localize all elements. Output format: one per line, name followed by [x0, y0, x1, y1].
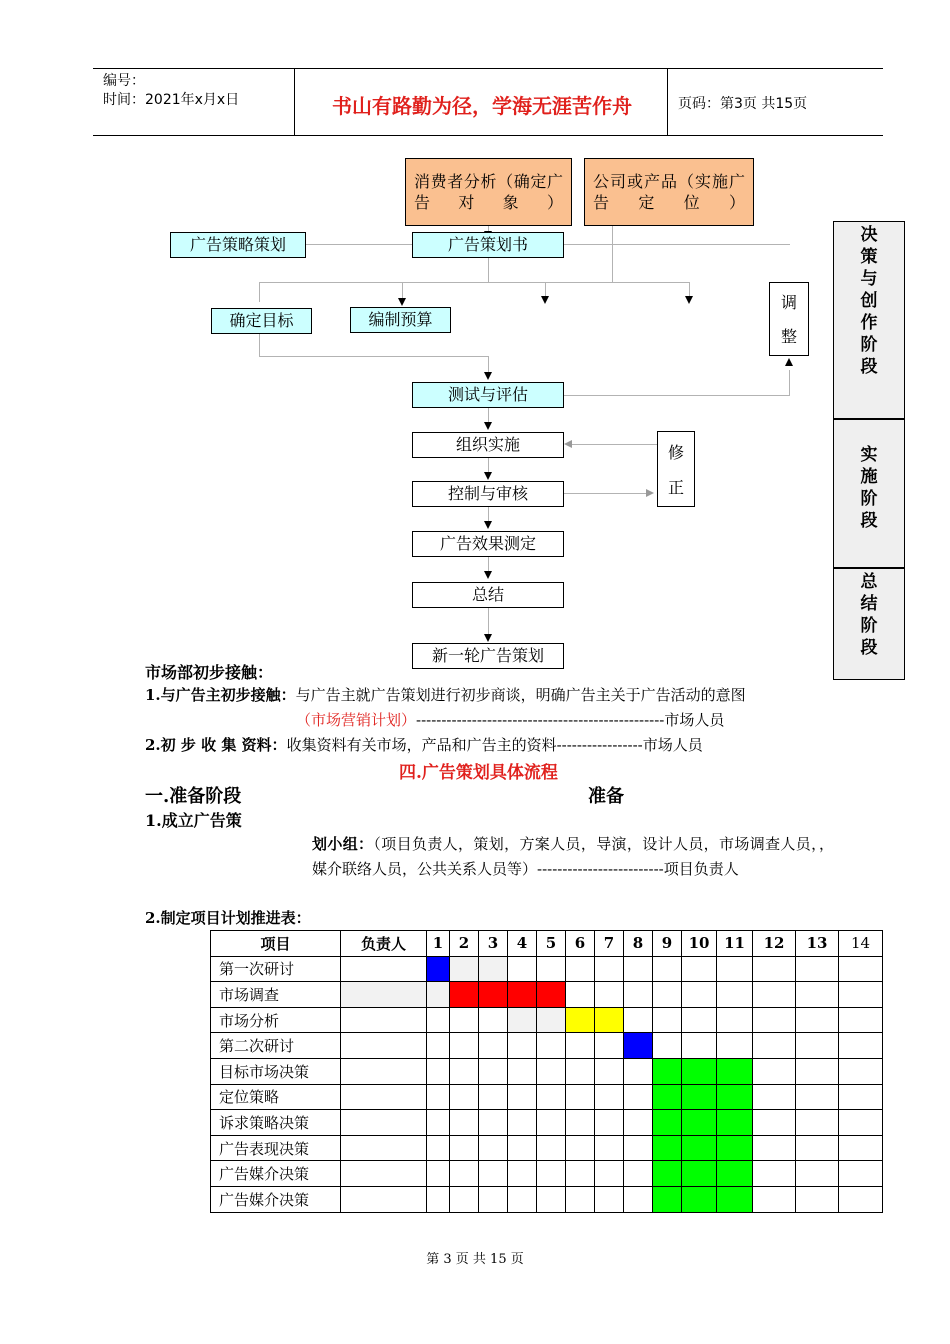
week-cell	[427, 1186, 450, 1212]
header-time: 时间：2021年x月x日	[103, 92, 240, 108]
schedule-bar-cell	[653, 1186, 682, 1212]
week-cell	[566, 956, 595, 982]
row-label: 诉求策略决策	[211, 1110, 341, 1136]
week-cell	[753, 1161, 796, 1187]
schedule-bar-cell	[717, 1058, 753, 1084]
row-owner	[341, 1084, 427, 1110]
table-row	[211, 982, 883, 1008]
header-week: 1	[427, 931, 450, 957]
connector-line	[612, 226, 613, 282]
flow-summary: 总结	[412, 582, 564, 608]
week-cell	[427, 982, 450, 1008]
week-cell	[427, 1058, 450, 1084]
flow-control: 控制与审核	[412, 481, 564, 507]
header-number: 编号：	[103, 73, 145, 89]
header-week: 6	[566, 931, 595, 957]
week-cell	[753, 1084, 796, 1110]
schedule-label: 2.制定项目计划推进表：	[145, 909, 311, 927]
team-text	[312, 832, 834, 882]
week-cell	[839, 1135, 883, 1161]
schedule-table	[210, 930, 883, 1213]
week-cell	[427, 1033, 450, 1059]
week-cell	[682, 1033, 717, 1059]
row-owner	[341, 1135, 427, 1161]
week-cell	[682, 982, 717, 1008]
prep-stage: 一.准备阶段	[145, 786, 242, 807]
header-week: 4	[508, 931, 537, 957]
item2-text: 收集资料有关市场，产品和广告主的资料-----------------市场人员	[286, 736, 703, 754]
schedule-bar-cell	[682, 1186, 717, 1212]
week-cell	[450, 1161, 479, 1187]
week-cell	[753, 1058, 796, 1084]
schedule-bar-cell	[450, 982, 479, 1008]
week-cell	[566, 1161, 595, 1187]
week-cell	[508, 1084, 537, 1110]
week-cell	[595, 1058, 624, 1084]
header-divider	[294, 68, 295, 136]
week-cell	[796, 1186, 839, 1212]
flow-consumer-analysis	[405, 158, 572, 226]
week-cell	[839, 1033, 883, 1059]
table-row	[211, 1161, 883, 1187]
week-cell	[427, 1161, 450, 1187]
week-cell	[508, 1135, 537, 1161]
row-label: 第一次研讨	[211, 956, 341, 982]
week-cell	[796, 1007, 839, 1033]
week-cell	[796, 1135, 839, 1161]
week-cell	[450, 1033, 479, 1059]
arrow-down-icon	[484, 372, 492, 380]
week-cell	[717, 982, 753, 1008]
week-cell	[753, 1186, 796, 1212]
header-page: 页码：第3页 共15页	[678, 96, 808, 112]
week-cell	[595, 1033, 624, 1059]
week-cell	[624, 1007, 653, 1033]
arrow-left-icon	[564, 440, 572, 448]
week-cell	[624, 1161, 653, 1187]
stage-label: 决策与创作阶段	[860, 225, 878, 377]
week-cell	[450, 1110, 479, 1136]
week-cell	[427, 1110, 450, 1136]
arrow-down-icon	[398, 298, 406, 306]
connector-line	[259, 282, 689, 283]
header-week: 14	[839, 931, 883, 957]
table-row	[211, 1186, 883, 1212]
item1-label: 1.与广告主初步接触：	[145, 686, 296, 704]
contact-title: 市场部初步接触：	[145, 663, 274, 682]
row-label: 广告媒介决策	[211, 1186, 341, 1212]
week-cell	[653, 1007, 682, 1033]
header-week: 9	[653, 931, 682, 957]
connector-line	[789, 370, 790, 396]
connector-line	[689, 282, 690, 296]
week-cell	[508, 1186, 537, 1212]
week-cell	[508, 956, 537, 982]
schedule-bar-cell	[682, 1135, 717, 1161]
week-cell	[753, 956, 796, 982]
week-cell	[508, 1058, 537, 1084]
header-top-rule	[93, 68, 883, 69]
week-cell	[427, 1135, 450, 1161]
schedule-bar-cell	[566, 1007, 595, 1033]
week-cell	[839, 1058, 883, 1084]
item1-text: 与广告主就广告策划进行初步商谈，明确广告主关于广告活动的意图	[295, 686, 746, 704]
team-text-body: （项目负责人，策划，方案人员，导演，设计人员，市场调查人员，，媒介联络人员，公共关系人员等）-------------------------项目负责人	[312, 835, 834, 878]
arrow-down-icon	[685, 296, 693, 304]
header-week: 7	[595, 931, 624, 957]
row-owner	[341, 1033, 427, 1059]
week-cell	[796, 1033, 839, 1059]
stage-implement	[833, 419, 905, 568]
item2-label: 2.初 步 收 集 资料：	[145, 736, 287, 754]
flow-new-round: 新一轮广告策划	[412, 643, 564, 669]
week-cell	[624, 1110, 653, 1136]
week-cell	[595, 1084, 624, 1110]
week-cell	[537, 956, 566, 982]
week-cell	[839, 1084, 883, 1110]
schedule-bar-cell	[682, 1110, 717, 1136]
schedule-bar-cell	[653, 1084, 682, 1110]
week-cell	[796, 1084, 839, 1110]
week-cell	[537, 1110, 566, 1136]
week-cell	[566, 1186, 595, 1212]
schedule-bar-cell	[595, 1007, 624, 1033]
week-cell	[653, 956, 682, 982]
schedule-bar-cell	[537, 982, 566, 1008]
week-cell	[479, 956, 508, 982]
row-owner	[341, 1110, 427, 1136]
week-cell	[450, 956, 479, 982]
connector-line	[306, 244, 412, 245]
connector-line	[488, 258, 489, 282]
flow-effect-measure: 广告效果测定	[412, 531, 564, 557]
connector-line	[488, 608, 489, 636]
week-cell	[653, 1033, 682, 1059]
table-row	[211, 1033, 883, 1059]
week-cell	[566, 1058, 595, 1084]
item1-tail: -------------------------------------------------市场人员	[416, 711, 725, 729]
header-motto: 书山有路勤为径，学海无涯苦作舟	[332, 94, 632, 118]
week-cell	[753, 1110, 796, 1136]
week-cell	[537, 1058, 566, 1084]
row-label: 第二次研讨	[211, 1033, 341, 1059]
row-label: 目标市场决策	[211, 1058, 341, 1084]
week-cell	[753, 1007, 796, 1033]
connector-line	[259, 356, 489, 357]
header-week: 8	[624, 931, 653, 957]
flow-budget: 编制预算	[350, 307, 451, 333]
week-cell	[624, 1135, 653, 1161]
arrow-down-icon	[541, 296, 549, 304]
flow-planning-book: 广告策划书	[412, 232, 564, 258]
week-cell	[450, 1186, 479, 1212]
arrow-down-icon	[484, 634, 492, 642]
schedule-bar-cell	[653, 1161, 682, 1187]
week-cell	[566, 982, 595, 1008]
arrow-up-icon	[785, 358, 793, 366]
flow-strategy-planning: 广告策略策划	[170, 232, 306, 258]
header-week: 5	[537, 931, 566, 957]
week-cell	[479, 1161, 508, 1187]
row-owner	[341, 982, 427, 1008]
schedule-bar-cell	[717, 1135, 753, 1161]
week-cell	[566, 1084, 595, 1110]
week-cell	[595, 1186, 624, 1212]
row-owner	[341, 1007, 427, 1033]
week-cell	[624, 956, 653, 982]
week-cell	[479, 1110, 508, 1136]
schedule-bar-cell	[682, 1058, 717, 1084]
table-row	[211, 1135, 883, 1161]
week-cell	[450, 1084, 479, 1110]
flow-company-product	[584, 158, 754, 226]
week-cell	[537, 1135, 566, 1161]
week-cell	[508, 1161, 537, 1187]
schedule-bar-cell	[653, 1110, 682, 1136]
stage-decision	[833, 221, 905, 419]
header-bottom-rule	[93, 135, 883, 136]
week-cell	[796, 1110, 839, 1136]
week-cell	[508, 1007, 537, 1033]
table-row	[211, 956, 883, 982]
week-cell	[839, 1110, 883, 1136]
week-cell	[753, 1135, 796, 1161]
header-week: 13	[796, 931, 839, 957]
team-text-bold: 划小组：	[312, 835, 374, 853]
week-cell	[682, 956, 717, 982]
connector-line	[402, 282, 403, 298]
row-label: 广告表现决策	[211, 1135, 341, 1161]
row-owner	[341, 1186, 427, 1212]
row-label: 广告媒介决策	[211, 1161, 341, 1187]
stage-summary	[833, 568, 905, 680]
week-cell	[595, 1110, 624, 1136]
flow-label: 修正	[667, 443, 684, 497]
row-owner	[341, 1161, 427, 1187]
week-cell	[450, 1058, 479, 1084]
table-row	[211, 1110, 883, 1136]
week-cell	[566, 1135, 595, 1161]
flow-label: 公司或产品（实施广告定位）	[593, 172, 745, 212]
week-cell	[839, 1007, 883, 1033]
flow-test-eval: 测试与评估	[412, 382, 564, 408]
week-cell	[508, 1110, 537, 1136]
item2-line	[145, 734, 835, 755]
flow-adjust	[769, 282, 809, 356]
schedule-bar-cell	[624, 1033, 653, 1059]
connector-line	[545, 282, 546, 296]
week-cell	[427, 1007, 450, 1033]
week-cell	[717, 1007, 753, 1033]
connector-line	[564, 395, 790, 396]
week-cell	[537, 1084, 566, 1110]
schedule-bar-cell	[717, 1110, 753, 1136]
section-title: 四.广告策划具体流程	[399, 763, 558, 783]
arrow-down-icon	[484, 521, 492, 529]
table-row	[211, 1007, 883, 1033]
schedule-bar-cell	[653, 1058, 682, 1084]
flow-label: 调整	[780, 293, 797, 346]
week-cell	[479, 1135, 508, 1161]
week-cell	[796, 982, 839, 1008]
week-cell	[839, 956, 883, 982]
week-cell	[566, 1110, 595, 1136]
schedule-bar-cell	[717, 1084, 753, 1110]
week-cell	[537, 1186, 566, 1212]
row-owner	[341, 1058, 427, 1084]
schedule-bar-cell	[479, 982, 508, 1008]
week-cell	[753, 982, 796, 1008]
arrow-down-icon	[484, 472, 492, 480]
week-cell	[624, 1186, 653, 1212]
flow-organize: 组织实施	[412, 432, 564, 458]
connector-line	[572, 444, 658, 445]
header-week: 2	[450, 931, 479, 957]
schedule-bar-cell	[508, 982, 537, 1008]
week-cell	[479, 1186, 508, 1212]
schedule-bar-cell	[682, 1161, 717, 1187]
week-cell	[839, 982, 883, 1008]
header-week: 11	[717, 931, 753, 957]
row-label: 定位策略	[211, 1084, 341, 1110]
week-cell	[796, 956, 839, 982]
week-cell	[624, 1084, 653, 1110]
week-cell	[595, 982, 624, 1008]
row-owner	[341, 956, 427, 982]
footer-page: 第 3 页 共 15 页	[426, 1252, 524, 1267]
row-label: 市场调查	[211, 982, 341, 1008]
week-cell	[508, 1033, 537, 1059]
week-cell	[479, 1058, 508, 1084]
week-cell	[537, 1161, 566, 1187]
week-cell	[624, 982, 653, 1008]
schedule-bar-cell	[427, 956, 450, 982]
header-week: 10	[682, 931, 717, 957]
week-cell	[796, 1058, 839, 1084]
week-cell	[796, 1161, 839, 1187]
week-cell	[717, 1033, 753, 1059]
team-label: 1.成立广告策	[145, 811, 242, 830]
schedule-bar-cell	[682, 1084, 717, 1110]
flow-revise	[657, 431, 695, 507]
header-owner: 负责人	[341, 931, 427, 957]
flow-set-goals: 确定目标	[211, 308, 312, 334]
connector-line	[564, 244, 790, 245]
week-cell	[450, 1135, 479, 1161]
item1-line2	[296, 709, 836, 730]
schedule-bar-cell	[717, 1186, 753, 1212]
week-cell	[595, 956, 624, 982]
item1-line	[145, 684, 835, 705]
header-item: 项目	[211, 931, 341, 957]
week-cell	[595, 1135, 624, 1161]
week-cell	[595, 1161, 624, 1187]
week-cell	[624, 1058, 653, 1084]
week-cell	[537, 1033, 566, 1059]
arrow-down-icon	[484, 422, 492, 430]
week-cell	[682, 1007, 717, 1033]
prep-label: 准备	[588, 786, 624, 807]
arrow-down-icon	[484, 571, 492, 579]
stage-label: 总结阶段	[860, 572, 878, 658]
item1-red: （市场营销计划）	[296, 711, 417, 729]
week-cell	[753, 1033, 796, 1059]
table-row	[211, 1084, 883, 1110]
week-cell	[479, 1007, 508, 1033]
schedule-bar-cell	[717, 1161, 753, 1187]
header-week: 12	[753, 931, 796, 957]
week-cell	[566, 1033, 595, 1059]
week-cell	[537, 1007, 566, 1033]
schedule-bar-cell	[653, 1135, 682, 1161]
flow-label: 消费者分析（确定广告对象）	[414, 172, 563, 212]
row-label: 市场分析	[211, 1007, 341, 1033]
connector-line	[259, 334, 260, 356]
header-week: 3	[479, 931, 508, 957]
table-row	[211, 1058, 883, 1084]
week-cell	[839, 1161, 883, 1187]
week-cell	[839, 1186, 883, 1212]
table-header-row	[211, 931, 883, 957]
week-cell	[479, 1033, 508, 1059]
stage-label: 实施阶段	[860, 445, 878, 531]
connector-line	[259, 282, 260, 302]
week-cell	[717, 956, 753, 982]
arrow-right-icon	[646, 489, 654, 497]
week-cell	[427, 1084, 450, 1110]
week-cell	[479, 1084, 508, 1110]
week-cell	[450, 1007, 479, 1033]
connector-line	[564, 493, 650, 494]
week-cell	[653, 982, 682, 1008]
